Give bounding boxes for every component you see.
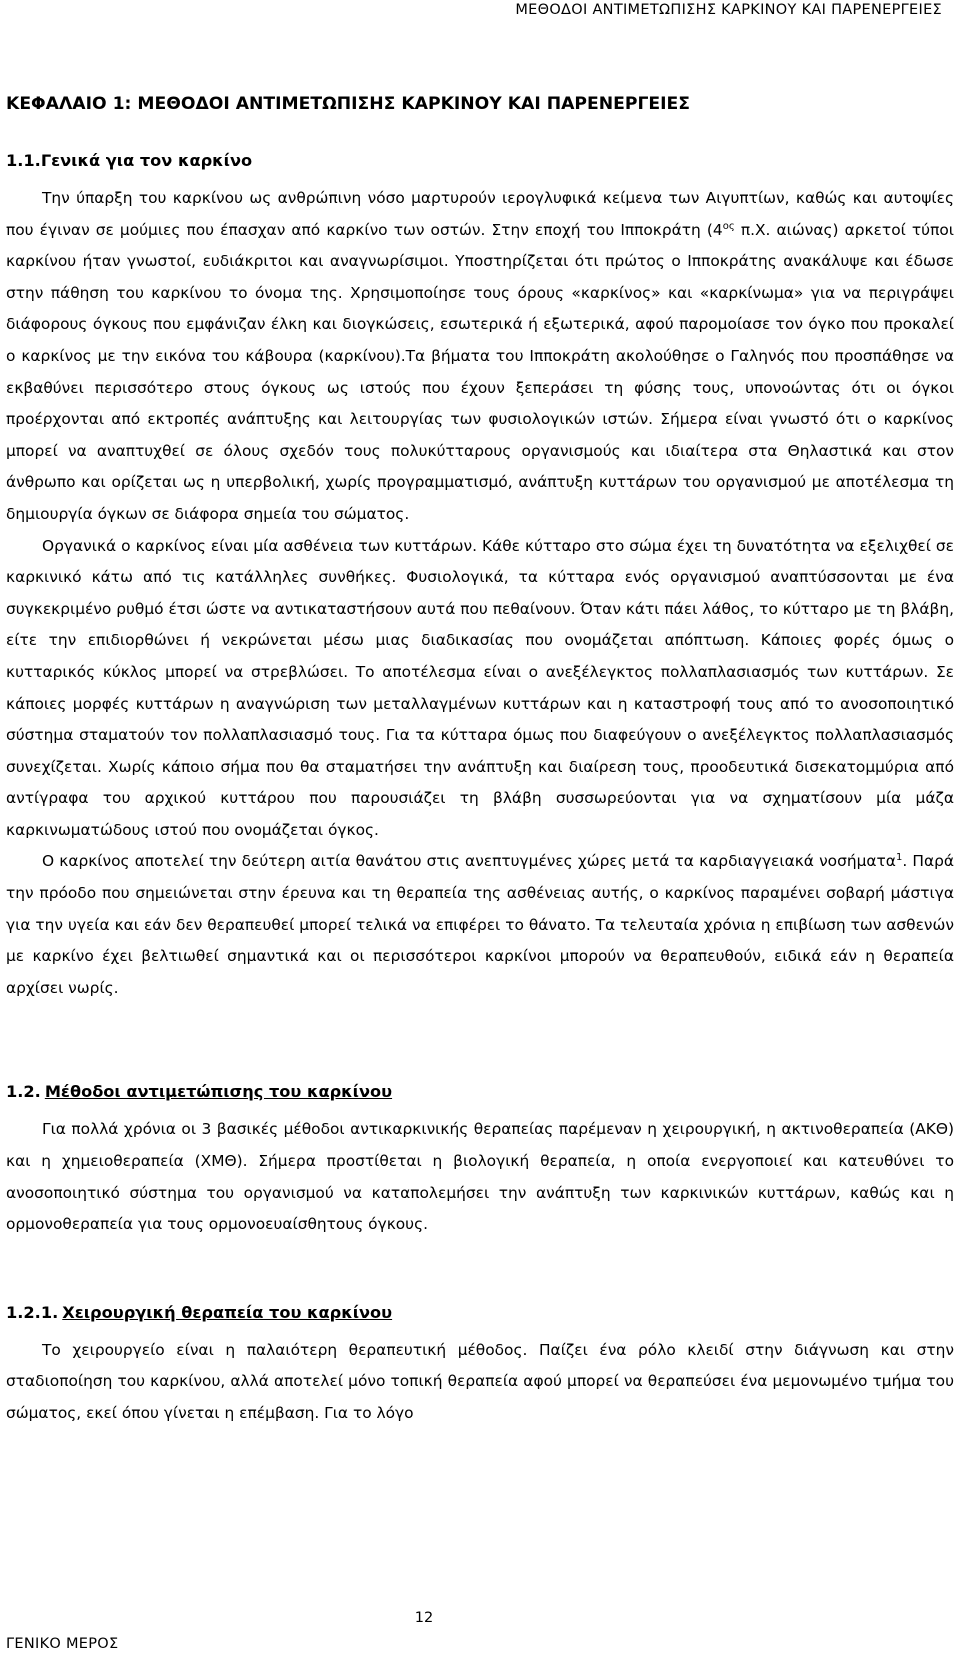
page-number: 12 — [414, 1610, 434, 1626]
section-heading-1-1: 1.1.Γενικά για τον καρκίνο — [6, 151, 253, 170]
paragraph-cell-disease: Οργανικά ο καρκίνος είναι μία ασθένεια των κυττάρων. Κάθε κύτταρο στο σώμα έχει τη δυνατότητα να εξελιχθεί σε καρκινικό κάτω από τις κατάλληλες συνθήκες. Φυσιολογικά, τα κύτταρα ενός οργανισμού αναπτύσσονται με ένα συγκεκριμένο ρυθμό έτσι ώστε να αντικαταστήσουν αυτά που πεθαίνουν. Όταν κάτι πάει λάθος, το κύτταρο με τη βλάβη, είτε την επιδιορθώνει ή νεκρώνεται μέσω μιας διαδικασίας που ονομάζεται απόπτωση. Κάποιες φορές όμως ο κυτταρικός κύκλος μπορεί να στρεβλώσει. Το αποτέλεσμα είναι ο ανεξέλεγκτος πολλαπλασιασμός των κυττάρων. Σε κάποιες μορφές κυττάρων η αναγνώριση των μεταλλαγμένων κυττάρων και η καταστροφή τους από το ανοσοποιητικό σύστημα σταματούν τον πολλαπλασιασμό τους. Για τα κύτταρα όμως που διαφεύγουν ο ανεξέλεγκτος πολλαπλασιασμός συνεχίζεται. Χωρίς κάποιο σήμα που θα σταματήσει την ανάπτυξη και διαίρεση τους, προοδευτικά δισεκατομμύρια από αντίγραφα του αρχικού κυττάρου που παρουσιάζει τη βλάβη συσσωρεύονται για να σχηματίσουν μία μάζα καρκινωματώδους ιστού που ονομάζεται όγκος. — [6, 536, 954, 839]
paragraph-mortality — [6, 846, 954, 1004]
section-title: Χειρουργική θεραπεία του καρκίνου — [62, 1302, 393, 1322]
section-heading-1-2 — [6, 1080, 954, 1104]
spacer — [6, 1241, 954, 1301]
section-heading-1-2-1 — [6, 1301, 954, 1325]
spacer — [6, 173, 954, 183]
spacer — [6, 1104, 954, 1114]
paragraph-text: Την ύπαρξη του καρκίνου ως ανθρώπινη νόσο μαρτυρούν ιερογλυφικά κείμενα των Αιγυπτίων, καθώς και αυτοψίες που έγιναν σε μούμιες που έπασχαν από καρκίνο των οστών. Στην εποχή του Ιπποκράτη (4 — [6, 189, 954, 239]
section-number: 1.2. — [6, 1082, 41, 1102]
paragraph-surgery: Το χειρουργείο είναι η παλαιότερη θεραπευτική μέθοδος. Παίζει ένα ρόλο κλειδί στην διάγνωση και στην σταδιοποίηση του καρκίνου, αλλά αποτελεί μόνο τοπική θεραπεία αφού μπορεί να θεραπεύσει ένα μεμονωμένο τμήμα του σώματος, εκεί όπου γίνεται η επέμβαση. Για το λόγο — [6, 1340, 954, 1422]
paragraph-text: π.Χ. αιώνας) αρκετοί τύποι καρκίνου ήταν γνωστοί, ευδιάκριτοι και αναγνωρίσιμοι. Υποστηρίζεται ότι πρώτος ο Ιπποκράτης ανακάλυψε και έδωσε στην πάθηση του καρκίνου το όνομα της. Χρησιμοποίησε τους όρους «καρκίνος» και «καρκίνωμα» για να περιγράψει διάφορους όγκους που εμφάνιζαν έλκη και διογκώσεις, εσωτερικά ή εξωτερικά, αφού παρομοίασε τον όγκο που προκαλεί ο καρκίνος με την εικόνα του κάβουρα (καρκίνου).Τα βήματα του Ιπποκράτη ακολούθησε ο Γαληνός που προσπάθησε να εκβαθύνει περισσότερο στους όγκους ως ιστούς που έχουν ξεπεράσει τη φύσης τους, υπονοώντας ότι οι όγκοι προέρχονται από εκτροπές ανάπτυξης και λειτουργίας των φυσιολογικών ιστών. Σήμερα είναι γνωστό ότι ο καρκίνος μπορεί να αναπτυχθεί σε όλους σχεδόν τους πολυκύτταρους οργανισμούς και ιδιαίτερα στα Θηλαστικά και στον άνθρωπο και ορίζεται ως η υπερβολική, χωρίς προγραμματισμό, ανάπτυξη κυττάρων του οργανισμού με αποτέλεσμα τη δημιουργία όγκων σε διάφορα σημεία του σώματος. — [6, 220, 954, 523]
paragraph-text: Ο καρκίνος αποτελεί την δεύτερη αιτία θανάτου στις ανεπτυγμένες χώρες μετά τα καρδιαγγειακά νοσήματα — [42, 852, 896, 871]
ordinal-superscript: ος — [722, 220, 735, 232]
paragraph-treatment-methods: Για πολλά χρόνια οι 3 βασικές μέθοδοι αντικαρκινικής θεραπείας παρέμεναν η χειρουργική, η ακτινοθεραπεία (ΑΚΘ) και η χημειοθεραπεία (ΧΜΘ). Σήμερα προστίθεται η βιολογική θεραπεία, η οποία ενεργοποιεί και κατευθύνει το ανοσοποιητικό σύστημα του οργανισμού να καταπολεμήσει την ανάπτυξη των καρκινικών κυττάρων, καθώς και η ορμονοθεραπεία για τους ορμονοευαίσθητους όγκους. — [6, 1120, 954, 1234]
section-number: 1.2.1. — [6, 1302, 59, 1322]
spacer — [6, 1004, 954, 1080]
footnote-reference[interactable]: 1 — [895, 852, 903, 864]
spacer — [6, 1325, 954, 1335]
running-footer: ΓΕΝΙΚΟ ΜΕΡΟΣ — [6, 1636, 119, 1652]
section-title: Μέθοδοι αντιμετώπισης του καρκίνου — [44, 1082, 393, 1102]
running-header: ΜΕΘΟΔΟΙ ΑΝΤΙΜΕΤΩΠΙΣΗΣ ΚΑΡΚΙΝΟΥ ΚΑΙ ΠΑΡΕΝΕΡΓΕΙΕΣ — [515, 2, 942, 18]
page-content — [6, 92, 954, 1430]
chapter-title: ΚΕΦΑΛΑΙΟ 1: ΜΕΘΟΔΟΙ ΑΝΤΙΜΕΤΩΠΙΣΗΣ ΚΑΡΚΙΝΟΥ ΚΑΙ ΠΑΡΕΝΕΡΓΕΙΕΣ — [6, 94, 691, 114]
paragraph-history — [6, 183, 954, 531]
paragraph-text: . Παρά την πρόοδο που σημειώνεται στην έρευνα και τη θεραπεία της ασθένειας αυτής, ο καρκίνος παραμένει σοβαρή μάστιγα για την υγεία και εάν δεν θεραπευθεί μπορεί τελικά να επιφέρει το θάνατο. Τα τελευταία χρόνια η επιβίωση των ασθενών με καρκίνο έχει βελτιωθεί σημαντικά και οι περισσότεροι καρκίνοι μπορούν να θεραπευθούν, ειδικά εάν η θεραπεία αρχίσει νωρίς. — [6, 852, 955, 997]
